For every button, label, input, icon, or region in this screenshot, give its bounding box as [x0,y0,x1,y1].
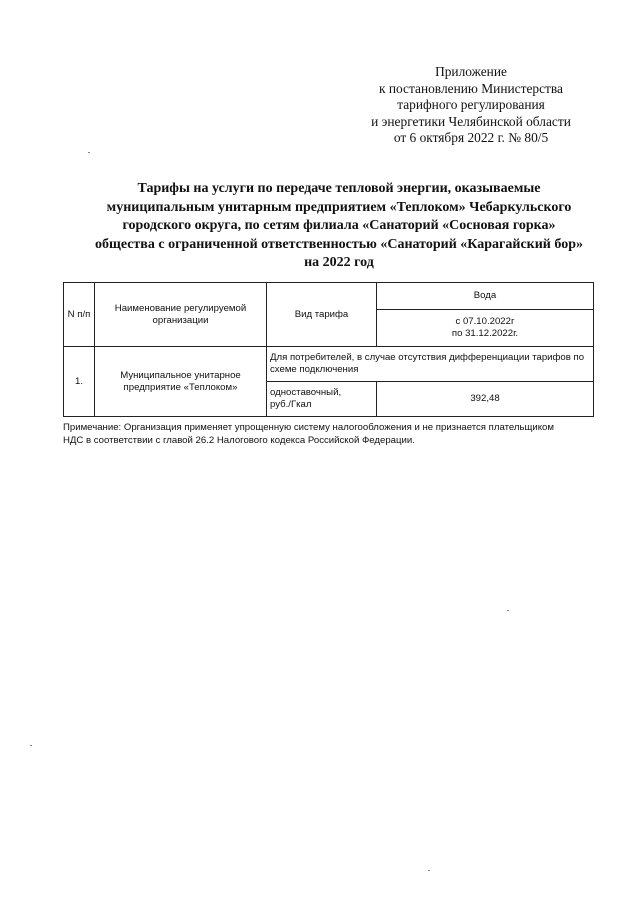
appendix-line: к постановлению Министерства [379,80,563,96]
tariff-table [63,282,594,417]
note-line: Примечание: Организация применяет упрощенную систему налогообложения и не признается плательщиком [63,422,554,433]
appendix-line: тарифного регулирования [397,97,545,112]
table-header-row [64,283,594,310]
period-from: с 07.10.2022г [455,316,515,327]
appendix-line: и энергетики Челябинской области [371,113,571,129]
header-period [377,310,594,347]
appendix-header [340,64,602,147]
row-number: 1. [64,347,95,417]
row-tariff-type [267,382,377,417]
header-tariff-type: Вид тарифа [267,283,377,347]
row-tariff-value: 392,48 [377,382,594,417]
scan-speck [30,745,32,746]
title-line: городского округа, по сетям филиала «Санаторий «Сосновая горка» [122,218,556,233]
tariff-unit-line: руб./Гкал [270,399,312,410]
title-line: общества с ограниченной ответственностью «Санаторий «Карагайский бор» [95,236,583,252]
scan-speck [88,152,90,153]
appendix-line: Приложение [435,64,507,79]
tariff-type-line: одноставочный, [270,387,342,398]
header-number: N п/п [64,283,95,347]
row-consumers: Для потребителей, в случае отсутствия дифференциации тарифов по схеме подключения [267,347,594,382]
period-to: по 31.12.2022г. [451,328,519,339]
header-organization: Наименование регулируемой организации [95,283,267,347]
title-line: муниципальным унитарным предприятием «Теплоком» Чебаркульского [106,199,572,215]
appendix-line: от 6 октября 2022 г. № 80/5 [393,130,549,145]
scan-speck [507,610,509,611]
table-row [64,347,594,382]
note-line: НДС в соответствии с главой 26.2 Налогового кодекса Российской Федерации. [63,434,415,446]
document-title [44,180,634,273]
title-line: Тарифы на услуги по передаче тепловой энергии, оказываемые [137,181,541,196]
row-organization: Муниципальное унитарное предприятие «Теплоком» [95,347,267,417]
note [63,422,603,447]
header-water: Вода [377,283,594,310]
scan-speck [428,870,430,871]
title-line: на 2022 год [304,255,374,270]
